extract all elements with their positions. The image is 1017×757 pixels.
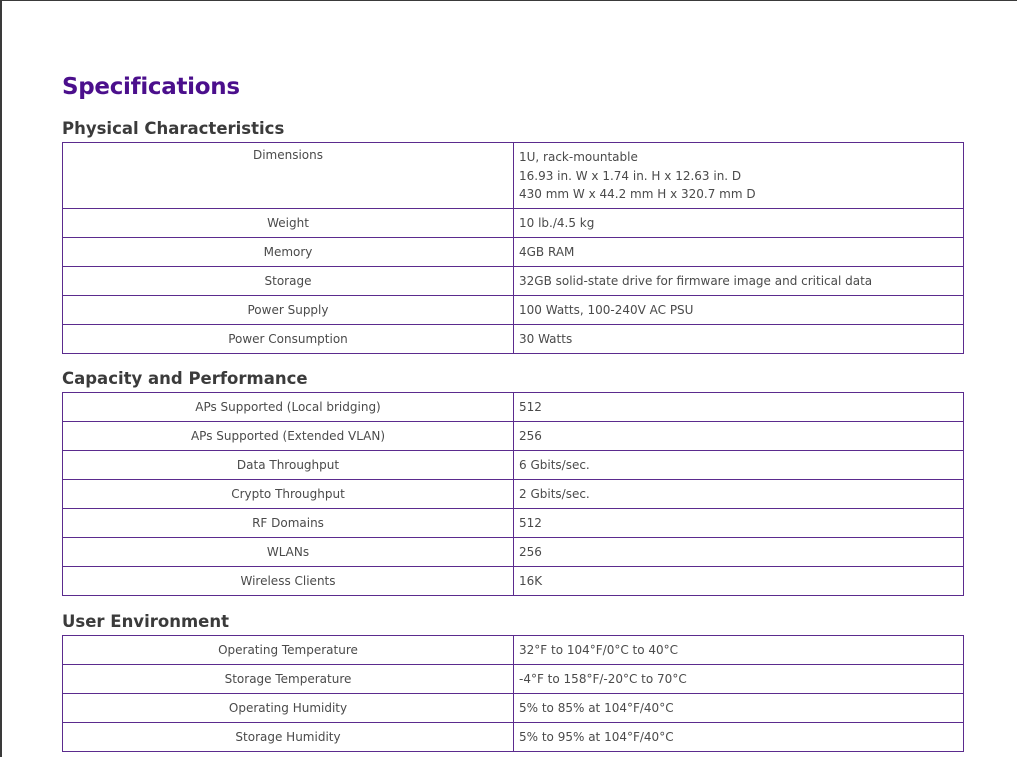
- spec-label: Weight: [63, 209, 514, 238]
- table-row: [63, 393, 964, 422]
- table-row: [63, 267, 964, 296]
- physical-characteristics-table: [62, 142, 964, 354]
- spec-value: 512: [514, 393, 964, 422]
- table-row: [63, 296, 964, 325]
- spec-label: Power Consumption: [63, 325, 514, 354]
- table-row: [63, 143, 964, 209]
- spec-label: APs Supported (Extended VLAN): [63, 422, 514, 451]
- spec-label: Operating Humidity: [63, 694, 514, 723]
- table-row: [63, 451, 964, 480]
- spec-value: 2 Gbits/sec.: [514, 480, 964, 509]
- table-row: [63, 238, 964, 267]
- spec-value: 32GB solid-state drive for firmware image and critical data: [514, 267, 964, 296]
- spec-value: [514, 143, 964, 209]
- spec-value-line: 1U, rack-mountable: [519, 150, 638, 164]
- spec-value: 5% to 85% at 104°F/40°C: [514, 694, 964, 723]
- section-heading-physical-characteristics: Physical Characteristics: [62, 119, 285, 138]
- spec-label: Operating Temperature: [63, 636, 514, 665]
- spec-label: Dimensions: [63, 143, 514, 209]
- spec-value: 30 Watts: [514, 325, 964, 354]
- table-row: [63, 480, 964, 509]
- table-row: [63, 209, 964, 238]
- spec-value-line: 430 mm W x 44.2 mm H x 320.7 mm D: [519, 187, 756, 201]
- spec-label: Storage: [63, 267, 514, 296]
- spec-value: 32°F to 104°F/0°C to 40°C: [514, 636, 964, 665]
- spec-label: RF Domains: [63, 509, 514, 538]
- spec-value-line: 16.93 in. W x 1.74 in. H x 12.63 in. D: [519, 168, 742, 183]
- spec-value: -4°F to 158°F/-20°C to 70°C: [514, 665, 964, 694]
- table-row: [63, 694, 964, 723]
- spec-value: 256: [514, 538, 964, 567]
- table-row: [63, 665, 964, 694]
- table-row: [63, 723, 964, 752]
- capacity-performance-table: [62, 392, 964, 596]
- spec-value: 5% to 95% at 104°F/40°C: [514, 723, 964, 752]
- spec-label: Storage Temperature: [63, 665, 514, 694]
- table-row: [63, 509, 964, 538]
- spec-label: APs Supported (Local bridging): [63, 393, 514, 422]
- spec-value: 4GB RAM: [514, 238, 964, 267]
- section-heading-user-environment: User Environment: [62, 612, 229, 631]
- spec-label: Storage Humidity: [63, 723, 514, 752]
- spec-value: 256: [514, 422, 964, 451]
- spec-value: 6 Gbits/sec.: [514, 451, 964, 480]
- section-heading-capacity-and-performance: Capacity and Performance: [62, 369, 308, 388]
- spec-label: Memory: [63, 238, 514, 267]
- page-title: Specifications: [62, 74, 240, 100]
- table-row: [63, 636, 964, 665]
- spec-label: Wireless Clients: [63, 567, 514, 596]
- table-row: [63, 422, 964, 451]
- spec-value: 10 lb./4.5 kg: [514, 209, 964, 238]
- table-row: [63, 567, 964, 596]
- spec-value: 16K: [514, 567, 964, 596]
- spec-label: Data Throughput: [63, 451, 514, 480]
- spec-label: Power Supply: [63, 296, 514, 325]
- table-row: [63, 538, 964, 567]
- spec-label: Crypto Throughput: [63, 480, 514, 509]
- spec-value: 100 Watts, 100-240V AC PSU: [514, 296, 964, 325]
- table-row: [63, 325, 964, 354]
- spec-value: 512: [514, 509, 964, 538]
- user-environment-table: [62, 635, 964, 752]
- spec-label: WLANs: [63, 538, 514, 567]
